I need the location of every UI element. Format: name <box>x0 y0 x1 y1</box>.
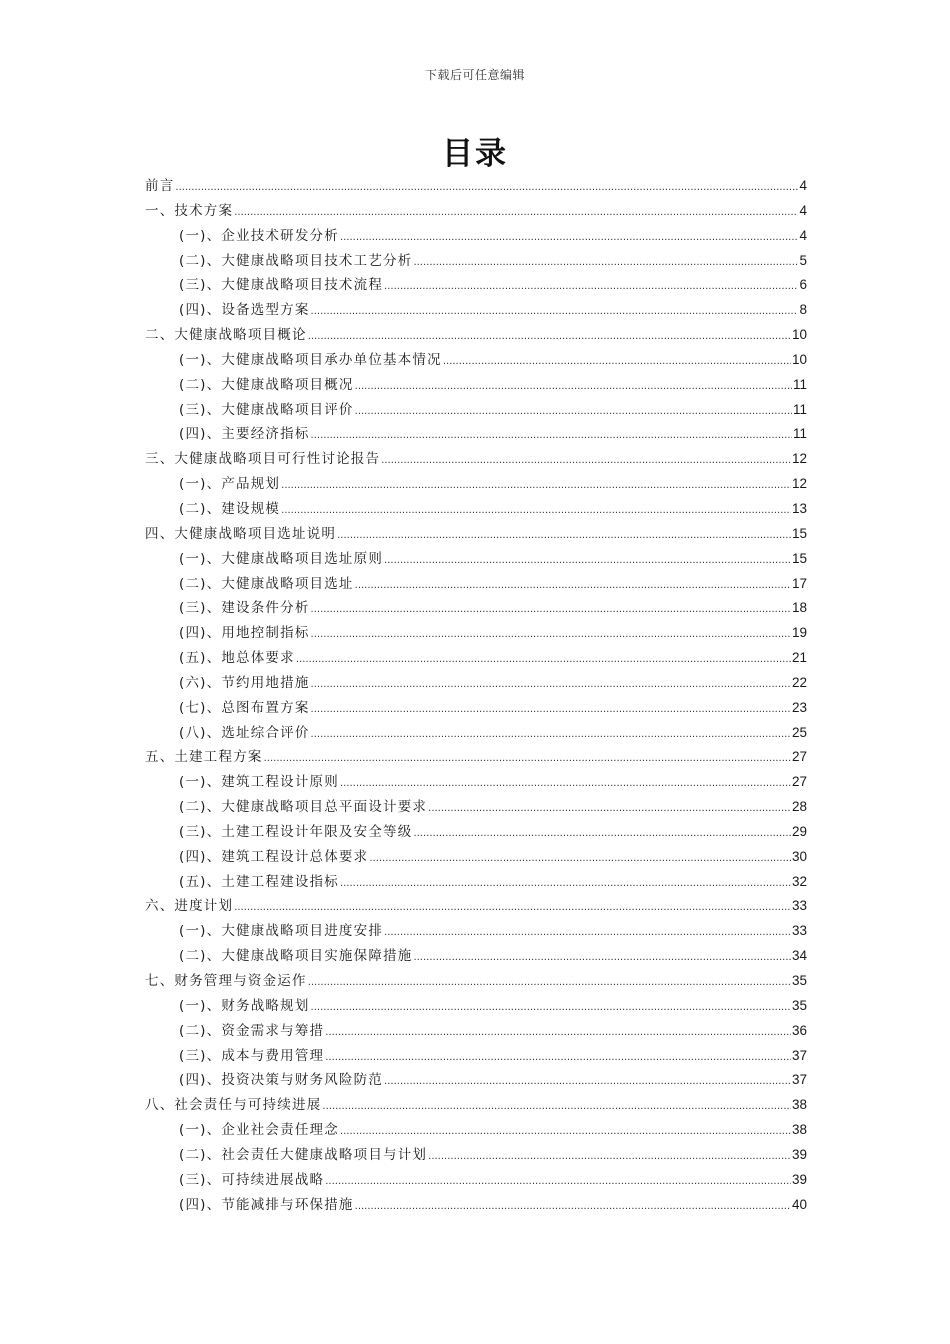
toc-entry-label: 五、土建工程方案 <box>145 749 263 766</box>
toc-entry-page-number: 27 <box>791 774 807 790</box>
toc-entry[interactable] <box>145 348 807 373</box>
toc-entry-label: 前言 <box>145 178 175 194</box>
toc-entry-page-number: 38 <box>791 1122 807 1138</box>
toc-entry[interactable] <box>145 174 807 199</box>
toc-dot-leader <box>428 1143 791 1170</box>
toc-entry-page-number: 21 <box>791 650 807 666</box>
toc-dot-leader <box>175 174 798 201</box>
toc-entry[interactable] <box>145 969 807 994</box>
toc-entry[interactable] <box>145 447 807 472</box>
toc-entry[interactable] <box>145 1068 807 1093</box>
toc-entry[interactable] <box>145 497 807 522</box>
toc-dot-leader <box>384 1068 791 1095</box>
toc-entry-page-number: 10 <box>791 351 807 367</box>
toc-dot-leader <box>384 919 791 946</box>
toc-entry[interactable] <box>145 472 807 497</box>
toc-entry[interactable] <box>145 1143 807 1168</box>
toc-entry-label: (二)、资金需求与筹措 <box>179 1022 325 1039</box>
toc-dot-leader <box>355 572 791 599</box>
toc-entry-label: (四)、投资决策与财务风险防范 <box>179 1072 384 1089</box>
toc-entry-label: (二)、社会责任大健康战略项目与计划 <box>179 1146 428 1163</box>
toc-entry-label: (一)、财务战略规划 <box>179 997 310 1014</box>
toc-entry-label: 八、社会责任与可持续进展 <box>145 1097 322 1114</box>
toc-entry-label: (三)、建设条件分析 <box>179 600 310 617</box>
toc-entry-page-number: 35 <box>791 973 807 988</box>
toc-entry[interactable] <box>145 1019 807 1044</box>
toc-entry-label: (四)、用地控制指标 <box>179 625 310 642</box>
toc-entry-page-number: 39 <box>791 1171 807 1187</box>
toc-dot-leader <box>311 696 791 723</box>
toc-entry-page-number: 33 <box>791 923 807 939</box>
toc-entry-label: (四)、设备选型方案 <box>179 302 310 319</box>
toc-entry[interactable] <box>145 273 807 298</box>
toc-dot-leader <box>281 497 791 524</box>
toc-entry-page-number: 15 <box>791 525 807 541</box>
toc-dot-leader <box>311 721 791 748</box>
toc-entry-label: 七、财务管理与资金运作 <box>145 973 307 989</box>
toc-entry-page-number: 4 <box>799 202 807 218</box>
toc-entry-page-number: 33 <box>791 898 807 914</box>
toc-entry[interactable] <box>145 422 807 447</box>
toc-entry-page-number: 13 <box>791 500 807 516</box>
toc-dot-leader <box>281 472 791 499</box>
toc-dot-leader <box>308 969 791 996</box>
toc-entry[interactable] <box>145 398 807 423</box>
toc-entry-label: (七)、总图布置方案 <box>179 699 310 716</box>
toc-entry-label: (二)、大健康战略项目实施保障措施 <box>179 948 413 965</box>
toc-entry[interactable] <box>145 621 807 646</box>
toc-entry-label: (一)、大健康战略项目进度安排 <box>179 923 384 940</box>
toc-entry[interactable] <box>145 1093 807 1118</box>
toc-entry-page-number: 32 <box>791 873 807 889</box>
toc-entry-label: 六、进度计划 <box>145 898 234 915</box>
toc-dot-leader <box>308 323 791 350</box>
toc-dot-leader <box>340 770 791 797</box>
toc-entry-label: (二)、大健康战略项目总平面设计要求 <box>179 799 428 816</box>
page-title: 目录 <box>442 136 508 172</box>
toc-entry[interactable] <box>145 820 807 845</box>
toc-entry-label: (一)、大健康战略项目选址原则 <box>179 550 384 567</box>
toc-entry-page-number: 8 <box>799 302 807 318</box>
toc-dot-leader <box>325 1044 791 1071</box>
toc-entry-page-number: 25 <box>791 724 807 740</box>
toc-entry-label: (一)、大健康战略项目承办单位基本情况 <box>179 351 442 368</box>
toc-dot-leader <box>384 547 791 574</box>
toc-entry[interactable] <box>145 845 807 870</box>
toc-entry[interactable] <box>145 894 807 919</box>
toc-entry-label: (五)、土建工程建设指标 <box>179 873 339 890</box>
toc-entry-page-number: 22 <box>791 674 807 690</box>
toc-entry-page-number: 27 <box>791 749 807 765</box>
toc-dot-leader <box>340 870 791 897</box>
toc-entry-page-number: 39 <box>791 1146 807 1162</box>
toc-entry[interactable] <box>145 870 807 895</box>
toc-entry[interactable] <box>145 646 807 671</box>
toc-dot-leader <box>355 398 792 425</box>
toc-dot-leader <box>311 621 791 648</box>
toc-entry[interactable] <box>145 919 807 944</box>
toc-entry-page-number: 4 <box>799 227 807 243</box>
toc-entry-label: (三)、成本与费用管理 <box>179 1047 325 1064</box>
toc-entry[interactable] <box>145 373 807 398</box>
toc-entry[interactable] <box>145 572 807 597</box>
toc-dot-leader <box>325 1019 791 1046</box>
toc-entry-page-number: 30 <box>791 848 807 864</box>
toc-entry-label: (一)、建筑工程设计原则 <box>179 774 339 791</box>
toc-entry-page-number: 38 <box>791 1097 807 1113</box>
toc-entry-page-number: 11 <box>792 401 807 417</box>
toc-entry-label: (二)、大健康战略项目技术工艺分析 <box>179 252 413 269</box>
toc-entry[interactable] <box>145 323 807 348</box>
toc-entry[interactable] <box>145 1044 807 1069</box>
toc-entry[interactable] <box>145 994 807 1019</box>
toc-dot-leader <box>340 1118 791 1145</box>
toc-entry-label: 四、大健康战略项目选址说明 <box>145 525 337 542</box>
toc-entry[interactable] <box>145 770 807 795</box>
toc-entry[interactable] <box>145 596 807 621</box>
toc-entry-page-number: 17 <box>791 575 807 591</box>
toc-entry[interactable] <box>145 795 807 820</box>
toc-entry[interactable] <box>145 696 807 721</box>
toc-entry-page-number: 15 <box>791 550 807 566</box>
toc-entry[interactable] <box>145 224 807 249</box>
toc-entry-page-number: 12 <box>791 476 807 492</box>
toc-dot-leader <box>311 298 799 325</box>
toc-entry[interactable] <box>145 1118 807 1143</box>
toc-entry[interactable] <box>145 522 807 547</box>
toc-entry[interactable] <box>145 547 807 572</box>
toc-entry-label: (六)、节约用地措施 <box>179 674 310 691</box>
toc-entry-page-number: 40 <box>791 1196 807 1212</box>
toc-entry-label: (四)、节能减排与环保措施 <box>179 1196 354 1213</box>
toc-dot-leader <box>325 1168 791 1195</box>
toc-dot-leader <box>413 820 791 847</box>
toc-entry-page-number: 4 <box>799 178 807 193</box>
toc-entry-page-number: 10 <box>791 327 807 343</box>
toc-entry-label: (一)、企业社会责任理念 <box>179 1122 339 1139</box>
toc-entry[interactable] <box>145 1193 807 1218</box>
toc-entry-label: 三、大健康战略项目可行性讨论报告 <box>145 451 381 468</box>
toc-dot-leader <box>384 273 798 300</box>
toc-entry-page-number: 37 <box>791 1072 807 1088</box>
toc-dot-leader <box>311 596 791 623</box>
toc-dot-leader <box>311 994 791 1021</box>
toc-dot-leader <box>234 199 798 226</box>
toc-dot-leader <box>355 373 792 400</box>
toc-dot-leader <box>337 522 791 549</box>
toc-entry[interactable] <box>145 721 807 746</box>
table-of-contents <box>145 174 807 1217</box>
toc-entry-page-number: 28 <box>791 799 807 815</box>
toc-dot-leader <box>311 671 791 698</box>
toc-entry[interactable] <box>145 944 807 969</box>
toc-entry[interactable] <box>145 298 807 323</box>
toc-entry-page-number: 12 <box>791 451 807 467</box>
toc-entry-label: (四)、建筑工程设计总体要求 <box>179 848 369 865</box>
toc-dot-leader <box>443 348 791 375</box>
toc-entry-page-number: 34 <box>791 948 807 964</box>
toc-entry-label: (四)、主要经济指标 <box>179 426 310 443</box>
toc-entry[interactable] <box>145 1168 807 1193</box>
toc-entry[interactable] <box>145 199 807 224</box>
toc-entry-label: (一)、产品规划 <box>179 476 281 493</box>
toc-entry-label: (二)、大健康战略项目概况 <box>179 376 354 393</box>
toc-dot-leader <box>413 249 798 276</box>
toc-entry-page-number: 36 <box>791 1022 807 1038</box>
toc-entry-label: (三)、大健康战略项目评价 <box>179 401 354 418</box>
toc-entry-label: 一、技术方案 <box>145 202 234 219</box>
toc-entry-page-number: 23 <box>791 699 807 715</box>
toc-dot-leader <box>322 1093 791 1120</box>
toc-entry-label: (二)、建设规模 <box>179 500 281 517</box>
toc-entry-page-number: 11 <box>792 376 807 392</box>
toc-entry-label: (八)、选址综合评价 <box>179 724 310 741</box>
toc-entry[interactable] <box>145 249 807 274</box>
toc-entry-page-number: 19 <box>791 625 807 641</box>
toc-entry-label: (三)、大健康战略项目技术流程 <box>179 277 384 294</box>
header-note: 下载后可任意编辑 <box>424 68 525 82</box>
toc-entry-label: (五)、地总体要求 <box>179 650 295 667</box>
toc-entry-label: (一)、企业技术研发分析 <box>179 227 339 244</box>
toc-dot-leader <box>264 745 791 772</box>
toc-dot-leader <box>340 224 799 251</box>
toc-entry[interactable] <box>145 745 807 770</box>
toc-entry-page-number: 6 <box>799 277 807 293</box>
toc-entry-page-number: 11 <box>792 426 807 442</box>
toc-entry-label: (二)、大健康战略项目选址 <box>179 575 354 592</box>
toc-dot-leader <box>355 1193 791 1220</box>
toc-entry-page-number: 18 <box>791 600 807 616</box>
toc-entry-label: (三)、土建工程设计年限及安全等级 <box>179 823 413 840</box>
toc-entry-page-number: 35 <box>791 997 807 1013</box>
toc-entry-label: 二、大健康战略项目概论 <box>145 327 307 344</box>
toc-dot-leader <box>234 894 791 921</box>
toc-entry-page-number: 5 <box>799 252 807 268</box>
toc-dot-leader <box>296 646 791 673</box>
toc-entry[interactable] <box>145 671 807 696</box>
toc-dot-leader <box>369 845 791 872</box>
toc-dot-leader <box>413 944 791 971</box>
toc-entry-page-number: 37 <box>791 1047 807 1063</box>
toc-entry-label: (三)、可持续进展战略 <box>179 1171 325 1188</box>
toc-entry-page-number: 29 <box>791 823 807 839</box>
toc-dot-leader <box>428 795 791 822</box>
toc-dot-leader <box>381 447 791 474</box>
toc-dot-leader <box>311 422 792 449</box>
